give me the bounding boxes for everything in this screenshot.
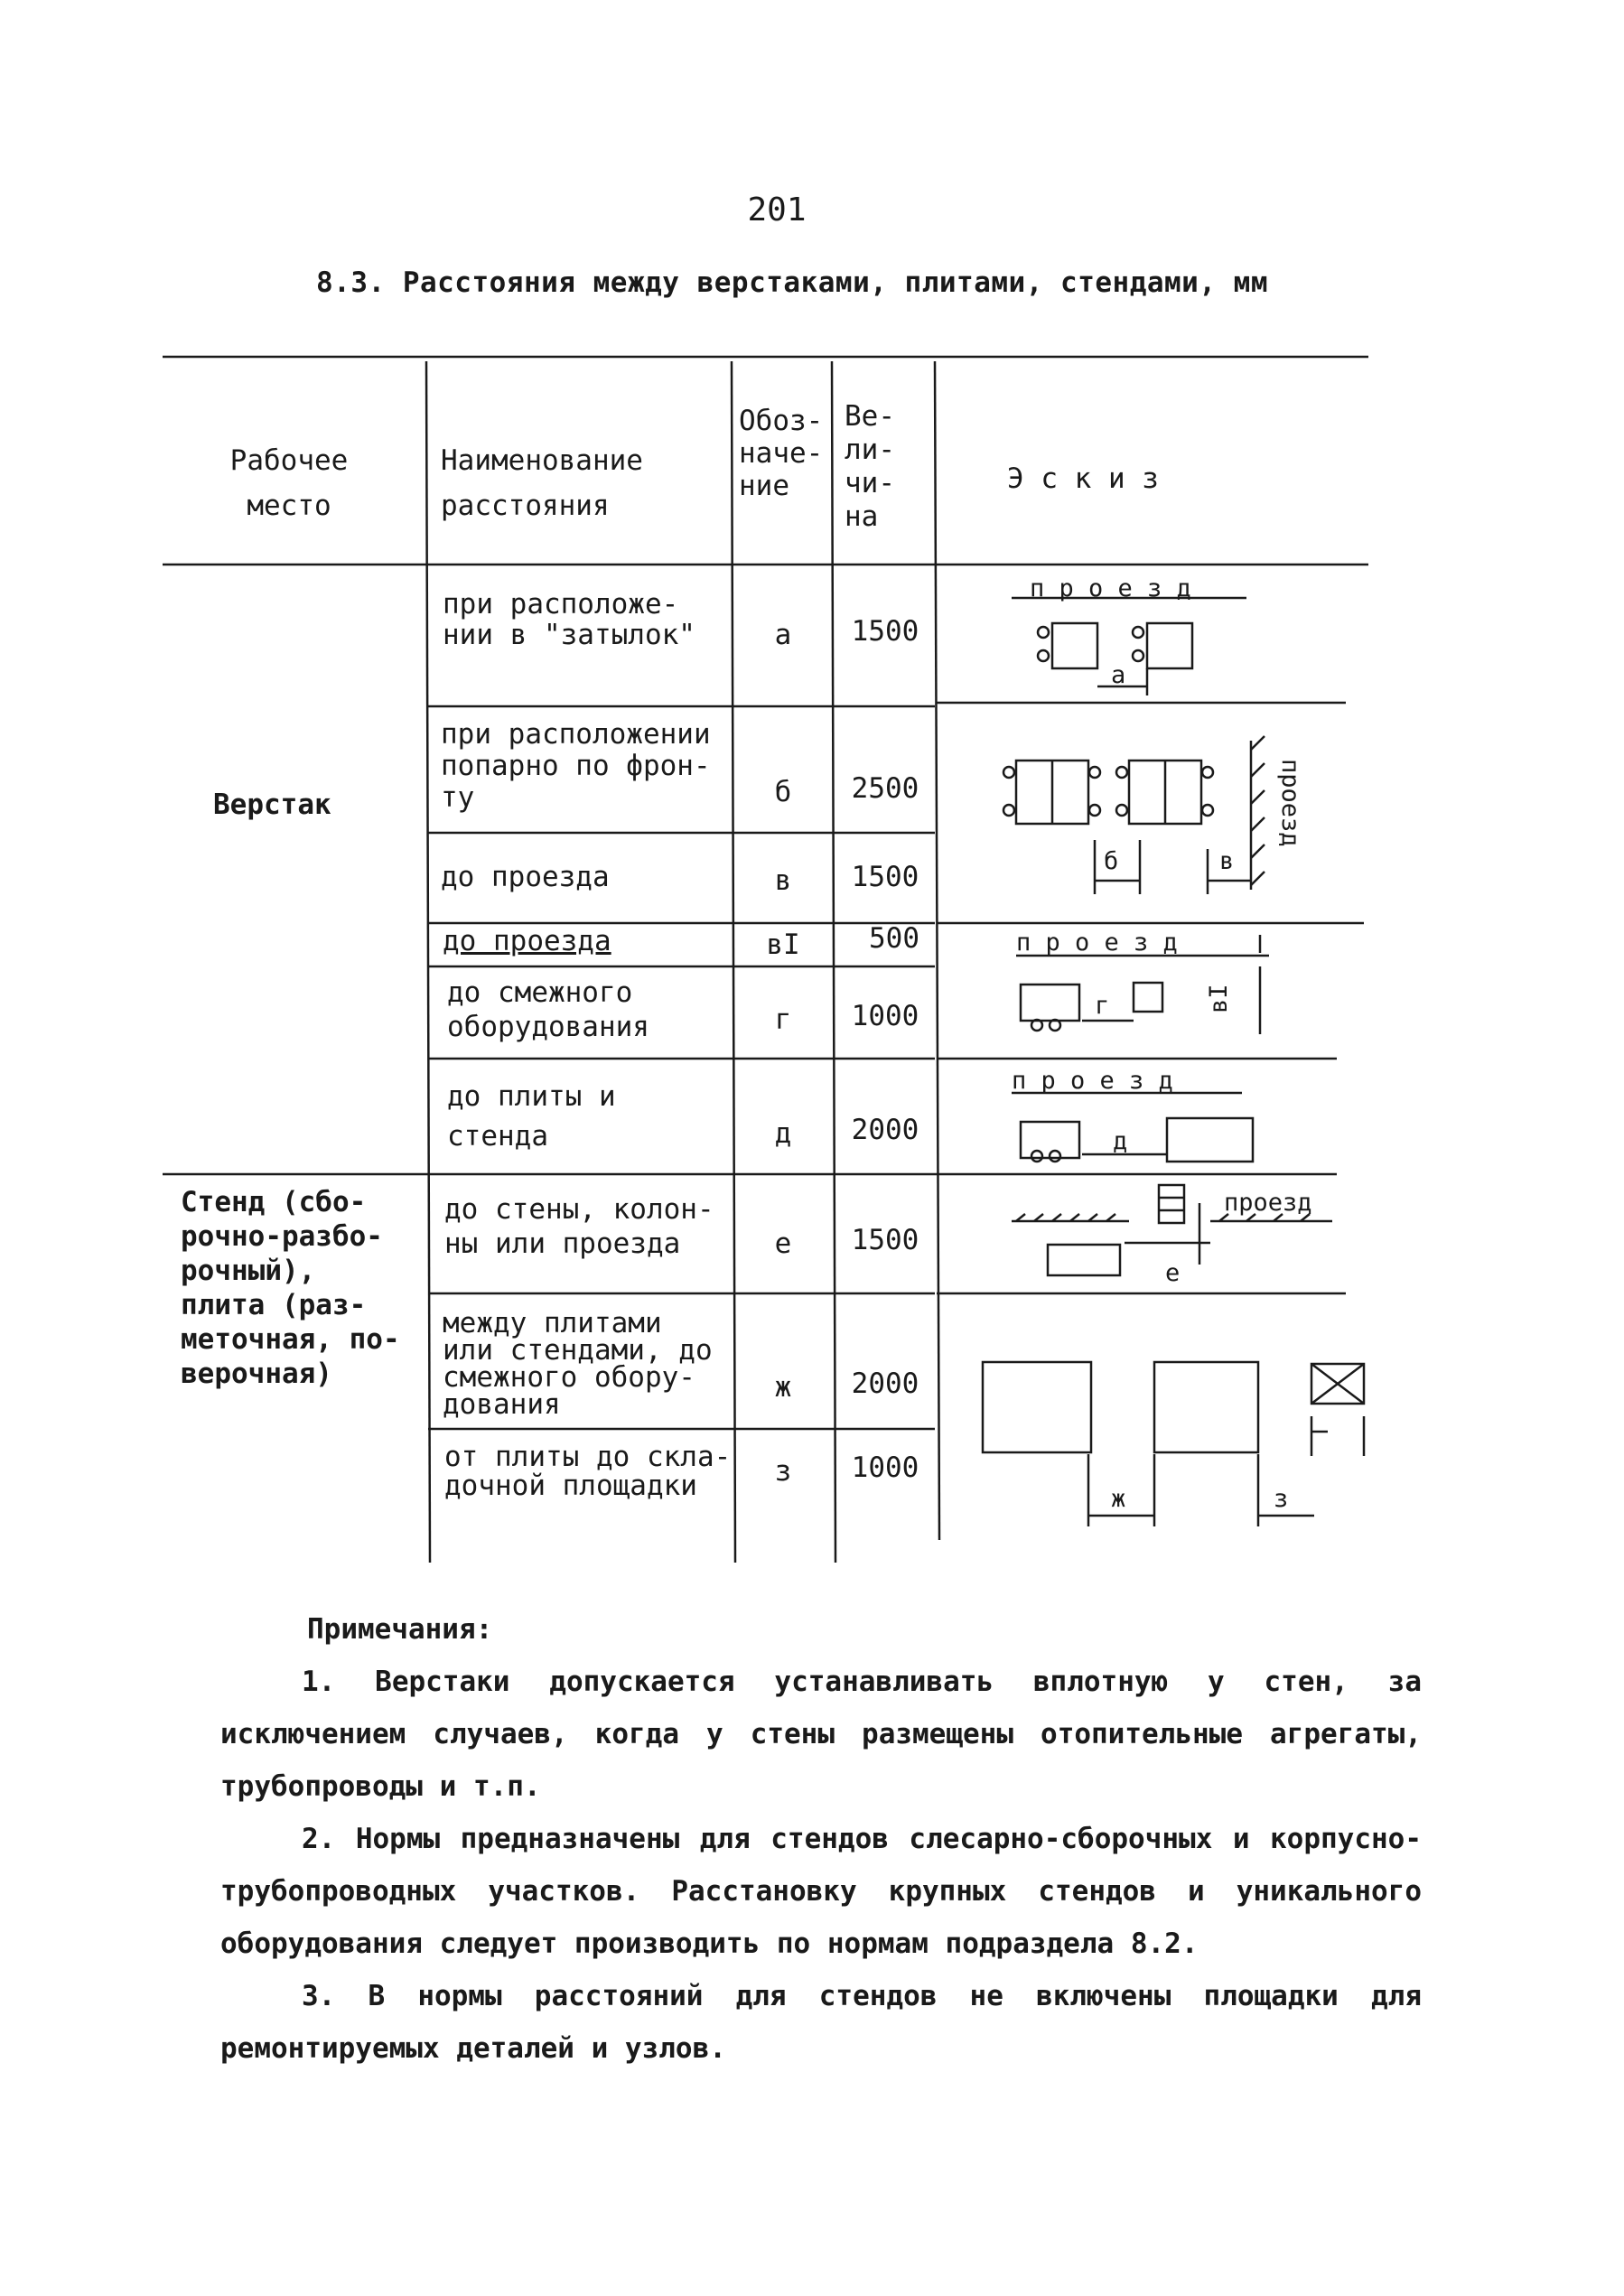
- workplace-stand: Стенд (сбо- рочно-разбо- рочный), плита (раз- меточная, по- верочная): [181, 1186, 400, 1390]
- sketch-a: [1012, 598, 1246, 695]
- row-name: до проезда: [443, 925, 611, 957]
- row-designation: а: [774, 619, 792, 651]
- sketch-label-d: д: [1113, 1127, 1128, 1155]
- header-value: Ве- ли- чи- на: [845, 400, 895, 533]
- row-name: между плитами или стендами, до смежного обору- дования: [443, 1307, 713, 1421]
- row-designation: вI: [766, 929, 800, 961]
- row-value: 2500: [851, 772, 919, 805]
- sketch-label-a: а: [1111, 661, 1126, 689]
- sketch-zh-z: [983, 1362, 1364, 1526]
- notes-title: Примечания:: [307, 1613, 493, 1646]
- row-designation: г: [774, 1003, 792, 1036]
- notes: [220, 1603, 1422, 2075]
- sketch-d: [1012, 1093, 1253, 1162]
- row-designation: б: [774, 776, 792, 808]
- row-name: при расположе- нии в "затылок": [443, 588, 695, 651]
- sketch-passage-label: проезд: [1224, 1189, 1312, 1217]
- row-designation: д: [774, 1117, 792, 1150]
- note-item: 2. Нормы предназначены для стендов слесарно-сборочных и корпусно-трубопроводных участков. Расстановку крупных стендов и уникального оборудования следует производить по нормам подраздела 8.2.: [220, 1823, 1422, 1960]
- row-value: 1500: [851, 1224, 919, 1256]
- row-name: от плиты до скла- дочной площадки: [444, 1441, 732, 1502]
- header-distance-name: Наименование расстояния: [441, 444, 643, 522]
- row-designation: з: [774, 1455, 792, 1488]
- row-designation: е: [774, 1227, 792, 1260]
- sketch-passage-label: п р о е з д: [1016, 929, 1178, 957]
- sketch-passage-vertical: проезд: [1276, 759, 1304, 847]
- sketch-label-z: з: [1274, 1485, 1289, 1513]
- sketch-label-zh: ж: [1111, 1485, 1126, 1513]
- page-number: 201: [747, 191, 807, 229]
- header-designation: Обоз- наче- ние: [739, 405, 824, 502]
- row-name: до стены, колон- ны или проезда: [444, 1193, 714, 1260]
- sketch-label-e: е: [1165, 1259, 1181, 1287]
- sketch-label-g: г: [1095, 992, 1110, 1020]
- row-value: 1000: [851, 1451, 919, 1484]
- sketch-passage-label: п р о е з д: [1030, 574, 1191, 602]
- row-value: 2000: [851, 1367, 919, 1400]
- row-designation: ж: [774, 1371, 792, 1404]
- row-designation: в: [774, 864, 792, 897]
- note-item: 1. Верстаки допускается устанавливать вплотную у стен, за исключением случаев, когда у стены размещены отопительные агрегаты, трубопроводы и т.п.: [220, 1666, 1422, 1803]
- sketch-label-v: в: [1219, 847, 1235, 875]
- row-name: при расположении попарно по фрон- ту: [441, 718, 711, 814]
- row-value: 1500: [851, 861, 919, 893]
- sketch-label-b: б: [1104, 847, 1119, 875]
- row-value: 1000: [851, 1000, 919, 1032]
- header-sketch: Э с к и з: [1007, 462, 1159, 495]
- row-value: 1500: [851, 615, 919, 648]
- row-name: до проезда: [441, 861, 610, 893]
- workplace-workbench: Верстак: [213, 789, 331, 821]
- sketch-label-v1: вI: [1205, 984, 1233, 1013]
- note-item: 3. В нормы расстояний для стендов не включены площадки для ремонтируемых деталей и узлов.: [220, 1980, 1422, 2065]
- row-name: до плиты и стенда: [447, 1080, 616, 1153]
- row-value: 500: [869, 922, 919, 955]
- row-value: 2000: [851, 1114, 919, 1146]
- sketch-passage-label: п р о е з д: [1012, 1067, 1173, 1095]
- row-name: до смежного оборудования: [447, 976, 649, 1043]
- header-workplace: Рабочее место: [229, 444, 349, 522]
- table-title: 8.3. Расстояния между верстаками, плитами, стендами, мм: [316, 266, 1268, 299]
